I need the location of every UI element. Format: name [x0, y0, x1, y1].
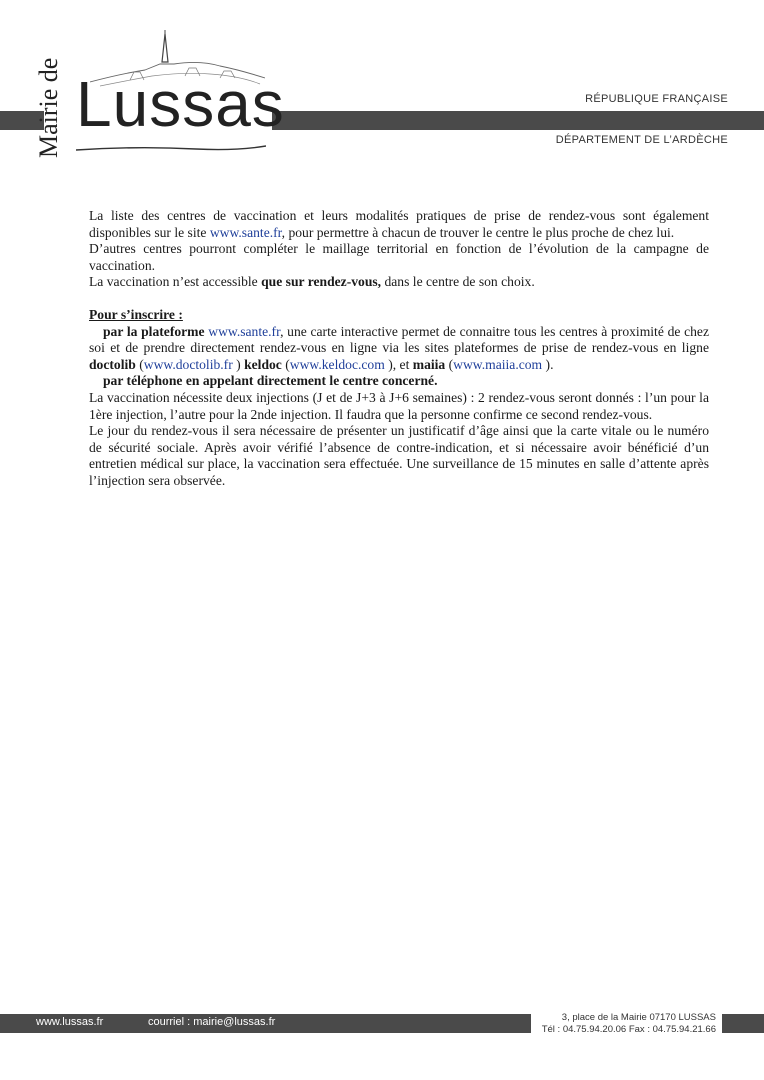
text: La vaccination n’est accessible — [89, 274, 262, 290]
footer-website[interactable]: www.lussas.fr — [36, 1016, 104, 1028]
bold-text: par la plateforme — [103, 323, 205, 339]
logo-vertical-text: Mairie de — [34, 57, 63, 158]
item-telephone — [89, 373, 709, 390]
link-doctolib[interactable]: www.doctolib.fr — [143, 356, 233, 372]
paragraph-centres — [89, 208, 709, 241]
footer-address: 3, place de la Mairie 07170 LUSSAS — [561, 1012, 716, 1023]
link-maiia[interactable]: www.maiia.com — [453, 356, 543, 372]
paragraph-rendez-vous — [89, 274, 709, 291]
header-bar-right — [272, 111, 764, 130]
footer-bar-right — [722, 1014, 764, 1033]
bold-text: que sur rendez-vous, — [261, 274, 382, 290]
letterhead — [0, 0, 764, 170]
bold-maiia: maiia — [412, 356, 446, 372]
indent — [89, 373, 103, 388]
bold-text: par téléphone en appelant directement le centre concerné. — [103, 373, 438, 389]
paragraph-injections: La vaccination nécessite deux injections (J et de J+3 à J+6 semaines) : 2 rendez-vous seront donnés : l’un pour la 1ère injection, l’autre pour la 2nde injection. Il faudra que la personne confirme ce second rendez-vous. — [89, 389, 709, 422]
bold-doctolib: doctolib — [89, 356, 136, 372]
footer-email[interactable]: courriel : mairie@lussas.fr — [148, 1016, 276, 1028]
republique-francaise: RÉPUBLIQUE FRANÇAISE — [585, 93, 728, 105]
logo-main-text: Lussas — [76, 68, 285, 140]
indent — [89, 324, 103, 339]
item-plateforme: par la plateforme www.sante.fr, une carte interactive permet de connaitre tous les centres à proximité de chez soi et de prendre directement rendez-vous en ligne via les sites plateformes de prise de rendez-vous en ligne doctolib (www.doctolib.fr ) keldoc (www.keldoc.com ), et maiia (www.maiia.com ). — [89, 323, 709, 372]
footer-phone: Tél : 04.75.94.20.06 Fax : 04.75.94.21.66 — [541, 1024, 716, 1035]
link-keldoc[interactable]: www.keldoc.com — [289, 356, 385, 372]
link-sante-2[interactable]: www.sante.fr — [208, 323, 281, 339]
text: La liste des centres de vaccination et leurs modalités pratiques de prise de rendez-vous sont également disponibles sur le site — [89, 208, 709, 240]
bold-keldoc: keldoc — [244, 356, 282, 372]
heading-inscrire: Pour s’inscrire : — [89, 306, 183, 322]
logo-underline-icon — [76, 144, 266, 154]
paragraph-autres-centres: D’autres centres pourront compléter le maillage territorial en fonction de l’évolution de la campagne de vaccination. — [89, 241, 709, 273]
departement: DÉPARTEMENT DE L’ARDÈCHE — [555, 134, 728, 146]
letter-body — [89, 208, 709, 490]
paragraph-jour-rendez-vous: Le jour du rendez-vous il sera nécessaire de présenter un justificatif d’âge ainsi que la carte vitale ou le numéro de sécurité sociale. Après avoir vérifié l’absence de contre-indication, et si nécessaire avoir bénéficié d’un entretien médical sur place, la vaccination sera effectuée. Une surveillance de 15 minutes en salle d’attente après l’injection sera observée. — [89, 423, 709, 488]
link-sante[interactable]: www.sante.fr — [209, 224, 282, 240]
text: , pour permettre à chacun de trouver le centre le plus proche de chez lui. — [281, 224, 675, 240]
text: , une carte interactive permet de connaitre tous les centres à proximité de chez soi et de prendre directement rendez-vous en ligne via les sites plateformes de prise de rendez-vous en ligne — [89, 323, 709, 356]
text: dans le centre de son choix. — [381, 274, 535, 290]
text: , et — [392, 356, 413, 372]
spacer — [89, 291, 709, 307]
